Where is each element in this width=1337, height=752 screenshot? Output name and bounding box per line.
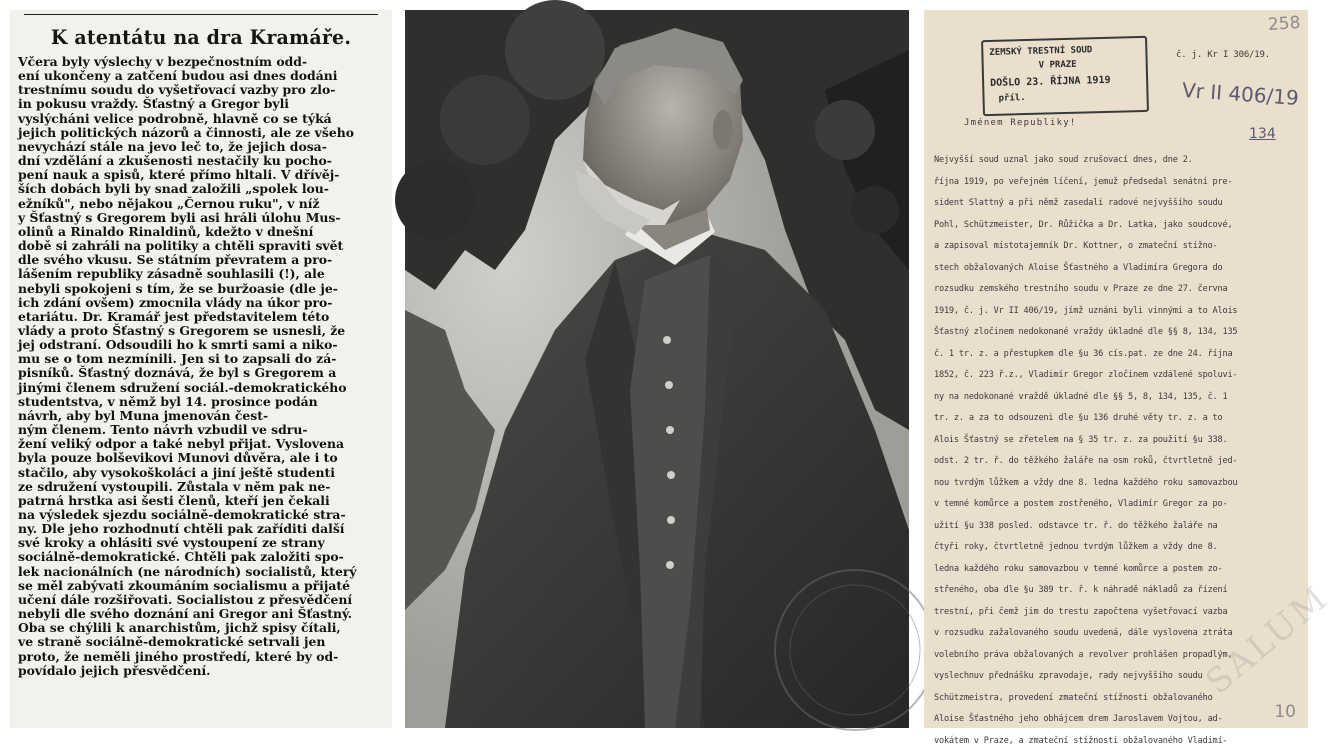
document-line: a zapisoval místotajemník Dr. Kottner, o zmateční stížno- [934,236,1302,258]
clipping-line: nebyli dle svého doznání ani Gregor ani Šťastný. [18,607,384,621]
clipping-line: jinými členem sdružení sociál.-demokratického [18,381,384,395]
clipping-line: byla pouze bolševikovi Munovi důvěra, ale i to [18,451,384,465]
document-line: října 1919, po veřejném líčení, jemuž předsedal senátní pre- [934,172,1302,194]
document-line: ledna každého roku samovazbou v temné komůrce a postem zo- [934,559,1302,581]
document-line: Alois Šťastný se zřetelem na § 35 tr. z. za použití §u 338. [934,430,1302,452]
clipping-line: in pokusu vraždy. Šťastný a Gregor byli [18,97,384,111]
stamp-line: ZEMSKÝ TRESTNÍ SOUD [989,45,1092,58]
clipping-line: stačilo, aby vysokoškoláci a jiní ještě studenti [18,466,384,480]
clipping-line: ny. Dle jeho rozhodnutí chtěli pak zaříditi další [18,522,384,536]
stamp-line: DOŠLO 23. ŘÍJNA 1919 [990,75,1111,89]
clipping-line: pení nauk a spisů, které přímo hltali. V dřívěj- [18,168,384,182]
court-stamp [981,36,1149,116]
clipping-line: na výsledek sjezdu sociálně-demokratické stra- [18,508,384,522]
document-line: střeného, oba dle §u 389 tr. ř. k náhradě nákladů za řízení [934,580,1302,602]
clipping-line: vyslýcháni velice podrobně, hlavně co se týká [18,112,384,126]
clipping-line: Oba se chýlili k anarchistům, jichž spisy čítali, [18,621,384,635]
portrait-drawing [405,10,909,728]
court-document [924,10,1308,728]
clipping-line: ich zdání ovšem) zmocnila vlády na úkor pro- [18,296,384,310]
clipping-line: jej odstraní. Odsoudili ho k smrti sami a niko- [18,338,384,352]
clipping-line: olinů a Rinaldo Rinaldinů, kdežto v dnešní [18,225,384,239]
clipping-body [18,55,384,678]
document-line: v temné komůrce a postem zostřeného, Vladimír Gregor za po- [934,494,1302,516]
document-line: Pohl, Schützmeister, Dr. Růžička a Dr. Latka, jako soudcové, [934,215,1302,237]
clipping-line: žení veliký odpor a také nebyl přijat. Vyslovena [18,437,384,451]
document-line: 1919, č. j. Vr II 406/19, jímž uznáni byli vinnými a to Alois [934,301,1302,323]
handwritten-reference: Vr II 406/19 [1181,78,1299,110]
clipping-line: proto, že neměli jiného prostředí, které by od- [18,650,384,664]
clipping-line: sociálně-demokratické. Chtěli pak založiti spo- [18,550,384,564]
document-line: tr. z. a za to odsouzeni dle §u 136 druhé věty tr. z. a to [934,408,1302,430]
document-line: odst. 2 tr. ř. do těžkého žaláře na osm roků, čtvrtletně jed- [934,451,1302,473]
document-line: vyslechnuv přednášku zpravodaje, rady nejvyššího soudu [934,666,1302,688]
clipping-line: etariátu. Dr. Kramář jest představitelem této [18,310,384,324]
document-line: sident Slattný a při němž zasedali radové nejvyššího soudu [934,193,1302,215]
clipping-line: lášením republiky zásadně souhlasili (!), ale [18,267,384,281]
clipping-line: nebyli spokojeni s tím, že se buržoasie (dle je- [18,282,384,296]
clipping-line: patrná hrstka asi šesti členů, kteří jen čekali [18,494,384,508]
portrait-photo [405,10,909,728]
clipping-line: ným členem. Tento návrh vzbudil ve sdru- [18,423,384,437]
clipping-line: ších dobách byli by snad založili „spolek lou- [18,182,384,196]
archive-watermark: SALUM [1198,577,1336,702]
clipping-line: se měl zabývati zkoumáním socialismu a přijaté [18,579,384,593]
handwritten-number: 134 [1249,126,1276,142]
clipping-line: lek nacionálních (ne národních) socialistů, který [18,565,384,579]
clipping-line: vlády a proto Šťastný s Gregorem se usnesli, že [18,324,384,338]
document-line: Aloise Šťastného jeho obhájcem drem Jaroslavem Vojtou, ad- [934,709,1302,731]
clipping-line: y Šťastný s Gregorem byli asi hráli úlohu Mus- [18,211,384,225]
document-line: ny na nedokonané vraždě úkladné dle §§ 5, 8, 134, 135, č. 1 [934,387,1302,409]
clipping-line: trestnímu soudu do vyšetřovací vazby pro zlo- [18,83,384,97]
clipping-line: povídalo jejich přesvědčení. [18,664,384,678]
case-reference: č. j. Kr I 306/19. [1176,48,1302,62]
clipping-line: návrh, aby byl Muna jmenován čest- [18,409,384,423]
clipping-line: ve straně sociálně-demokratické setrvali jen [18,635,384,649]
document-line: Schützmeistra, provedení zmateční stížnosti obžalovaného [934,688,1302,710]
clipping-line: nevychází stále na jevo leč to, že jejich dosa- [18,140,384,154]
clipping-headline: K atentátu na dra Kramáře. [20,25,383,49]
document-line: Nejvyšší soud uznal jako soud zrušovací dnes, dne 2. [934,150,1302,172]
newspaper-clipping [10,10,392,728]
document-line: stech obžalovaných Aloise Šťastného a Vladimíra Gregora do [934,258,1302,280]
document-line: rozsudku zemského trestního soudu v Praze ze dne 27. června [934,279,1302,301]
document-line: nou tvrdým lůžkem a vždy dne 8. ledna každého roku samovazbou [934,473,1302,495]
document-line: vokátem v Praze, a zmateční stížnosti obžalovaného Vladimí- [934,731,1302,752]
clipping-line: jejich politických názorů a činnosti, ale ze všeho [18,126,384,140]
document-line: č. 1 tr. z. a přestupkem dle §u 36 cís.pat. ze dne 24. října [934,344,1302,366]
document-line: čtyři roky, čtvrtletně jednou tvrdým lůžkem a vždy dne 8. [934,537,1302,559]
document-line: 1852, č. 223 ř.z., Vladimír Gregor zločinem vzdálené spoluvi- [934,365,1302,387]
clipping-line: ze sdružení vystoupili. Zůstala v něm pak ne- [18,480,384,494]
clipping-line: učení dále rozšiřovati. Socialistou z přesvědčení [18,593,384,607]
document-heading: Jménem Republiky! [964,116,1302,130]
clipping-line: mu se o tom nezmínili. Jen si to zapsali do zá- [18,352,384,366]
clipping-line: pisníků. Šťastný doznává, že byl s Gregorem a [18,366,384,380]
stamp-line: příl. [998,93,1025,104]
page-corner-number: 258 [1267,13,1301,35]
document-line: volebního práva obžalovaných a revolver prohlášen propadlým, [934,645,1302,667]
clipping-line: své kroky a ohlásiti své vystoupení ze strany [18,536,384,550]
stamp-line: V PRAZE [1039,60,1077,71]
document-line: užití §u 338 posled. odstavce tr. ř. do těžkého žaláře na [934,516,1302,538]
clipping-line: dní vzdělání a zkušenosti nestačily ku pocho- [18,154,384,168]
clipping-line: dle svého vkusu. Se státním převratem a pro- [18,253,384,267]
document-line: Šťastný zločinem nedokonané vraždy úkladné dle §§ 8, 134, 135 [934,322,1302,344]
clipping-line: studentstva, v němž byl 14. prosince podán [18,395,384,409]
clipping-line: ežníků", nebo nějakou „Černou ruku", v níž [18,197,384,211]
headline-rule [24,14,378,15]
clipping-line: ení ukončeny a zatčení budou asi dnes dodáni [18,69,384,83]
clipping-line: Včera byly výslechy v bezpečnostním odd- [18,55,384,69]
page-footer-number: 10 [1274,702,1296,722]
clipping-line: době si zahráli na politiky a chtěli spraviti svět [18,239,384,253]
document-line: v rozsudku zažalovaného soudu uvedená, dále vyslovena ztráta [934,623,1302,645]
document-line: trestní, při čemž jim do trestu započtena vyšetřovací vazba [934,602,1302,624]
